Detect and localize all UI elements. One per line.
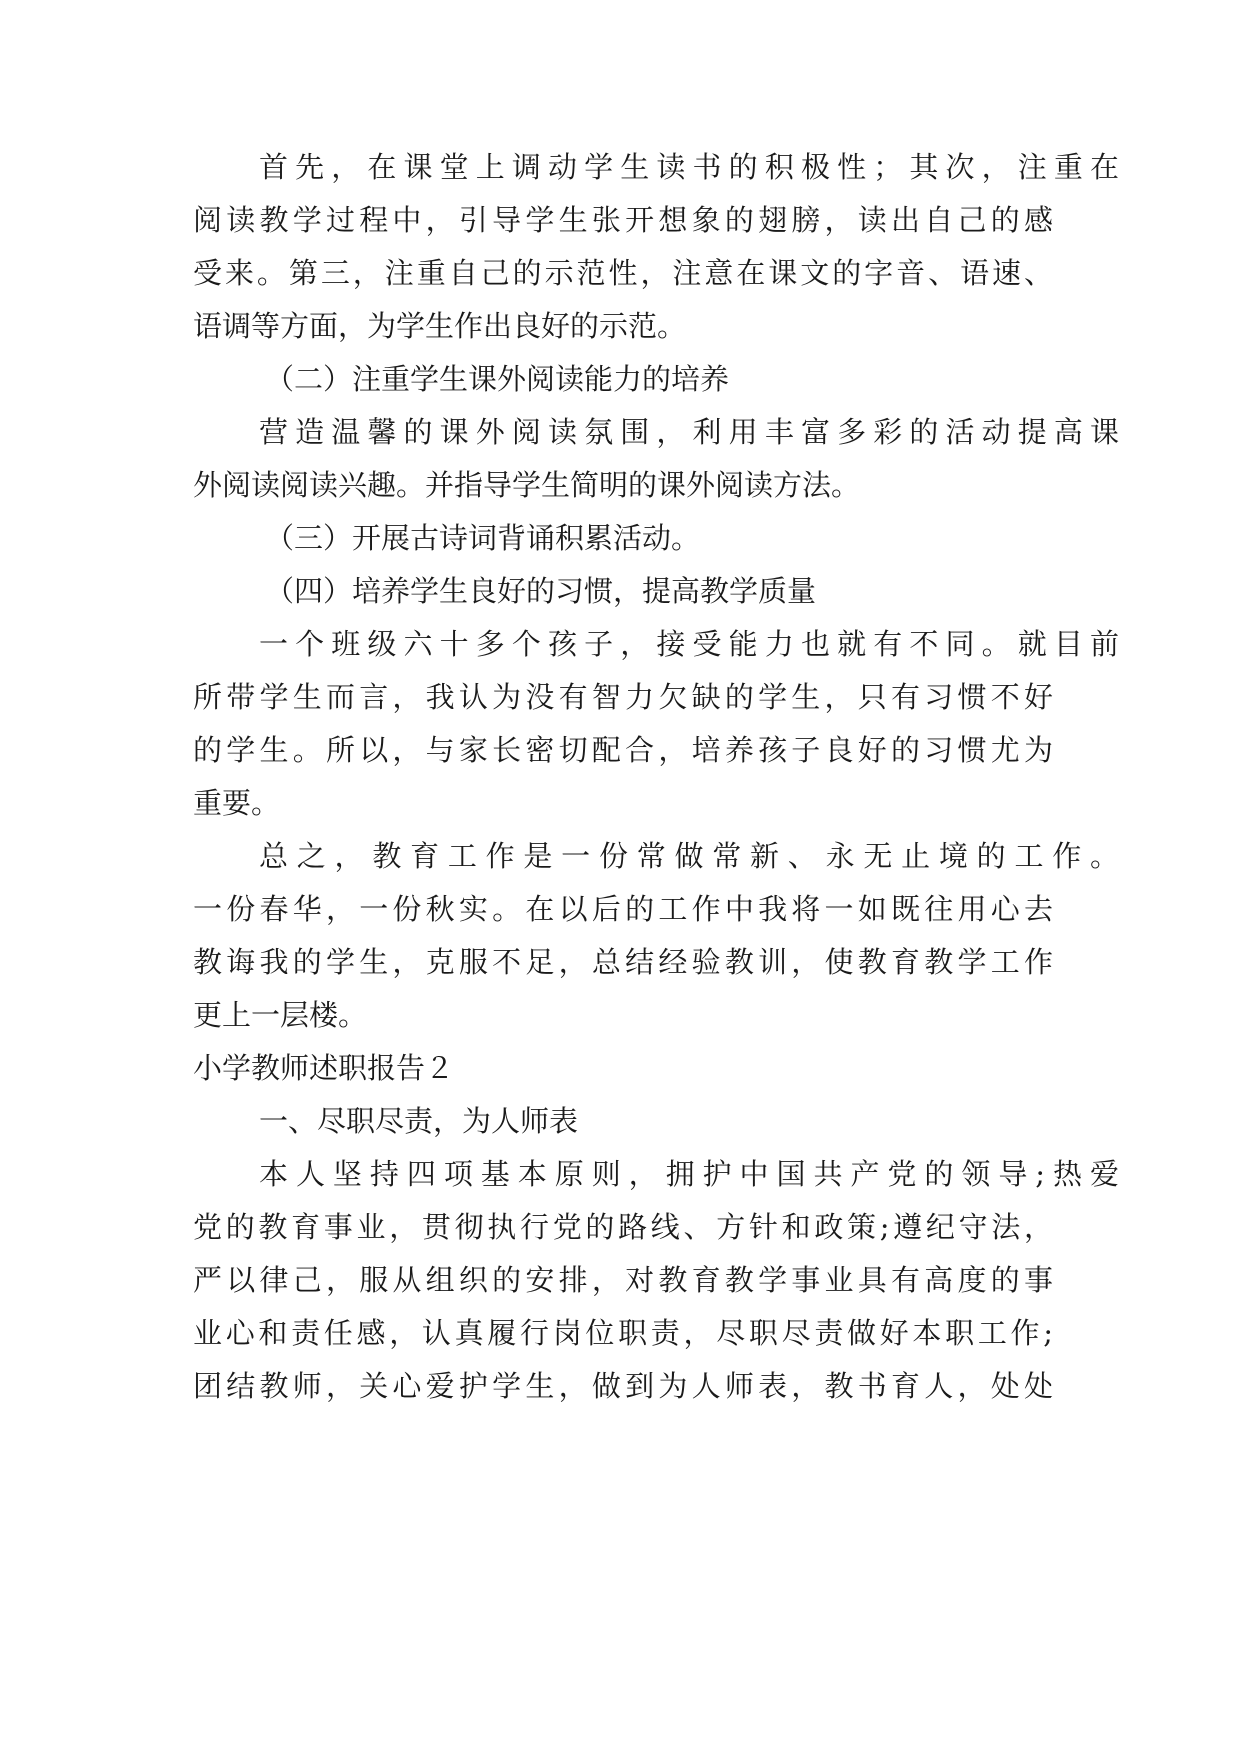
section-heading: 一、尽职尽责，为人师表 — [259, 1104, 579, 1138]
paragraph-line: 一个班级六十多个孩子，接受能力也就有不同。就目前 — [259, 627, 1119, 661]
report-title: 小学教师述职报告２ — [193, 1051, 455, 1085]
paragraph-line: 教诲我的学生，克服不足，总结经验教训，使教育教学工作 — [193, 945, 1053, 979]
paragraph-line: 所带学生而言，我认为没有智力欠缺的学生，只有习惯不好 — [193, 680, 1053, 714]
paragraph-line: 语调等方面，为学生作出良好的示范。 — [193, 309, 687, 343]
section-heading: （二）注重学生课外阅读能力的培养 — [265, 362, 730, 396]
section-heading: （三）开展古诗词背诵积累活动。 — [265, 521, 701, 555]
paragraph-line: 重要。 — [193, 786, 281, 820]
paragraph-line: 的学生。所以，与家长密切配合，培养孩子良好的习惯尤为 — [193, 733, 1053, 767]
section-heading: （四）培养学生良好的习惯，提高教学质量 — [265, 574, 817, 608]
paragraph-line: 首先，在课堂上调动学生读书的积极性；其次，注重在 — [259, 150, 1119, 184]
paragraph-line: 更上一层楼。 — [193, 998, 368, 1032]
paragraph-line: 营造温馨的课外阅读氛围，利用丰富多彩的活动提高课 — [259, 415, 1119, 449]
paragraph-line: 本人坚持四项基本原则，拥护中国共产党的领导;热爱 — [259, 1157, 1119, 1191]
paragraph-line: 阅读教学过程中，引导学生张开想象的翅膀，读出自己的感 — [193, 203, 1053, 237]
paragraph-line: 严以律己，服从组织的安排，对教育教学事业具有高度的事 — [193, 1263, 1053, 1297]
paragraph-line: 党的教育事业，贯彻执行党的路线、方针和政策;遵纪守法， — [193, 1210, 1053, 1244]
paragraph-line: 受来。第三，注重自己的示范性，注意在课文的字音、语速、 — [193, 256, 1053, 290]
paragraph-line: 团结教师，关心爱护学生，做到为人师表，教书育人，处处 — [193, 1369, 1053, 1403]
paragraph-line: 总之，教育工作是一份常做常新、永无止境的工作。 — [259, 839, 1119, 873]
paragraph-line: 一份春华，一份秋实。在以后的工作中我将一如既往用心去 — [193, 892, 1053, 926]
paragraph-line: 业心和责任感，认真履行岗位职责，尽职尽责做好本职工作; — [193, 1316, 1053, 1350]
paragraph-line: 外阅读阅读兴趣。并指导学生简明的课外阅读方法。 — [193, 468, 861, 502]
